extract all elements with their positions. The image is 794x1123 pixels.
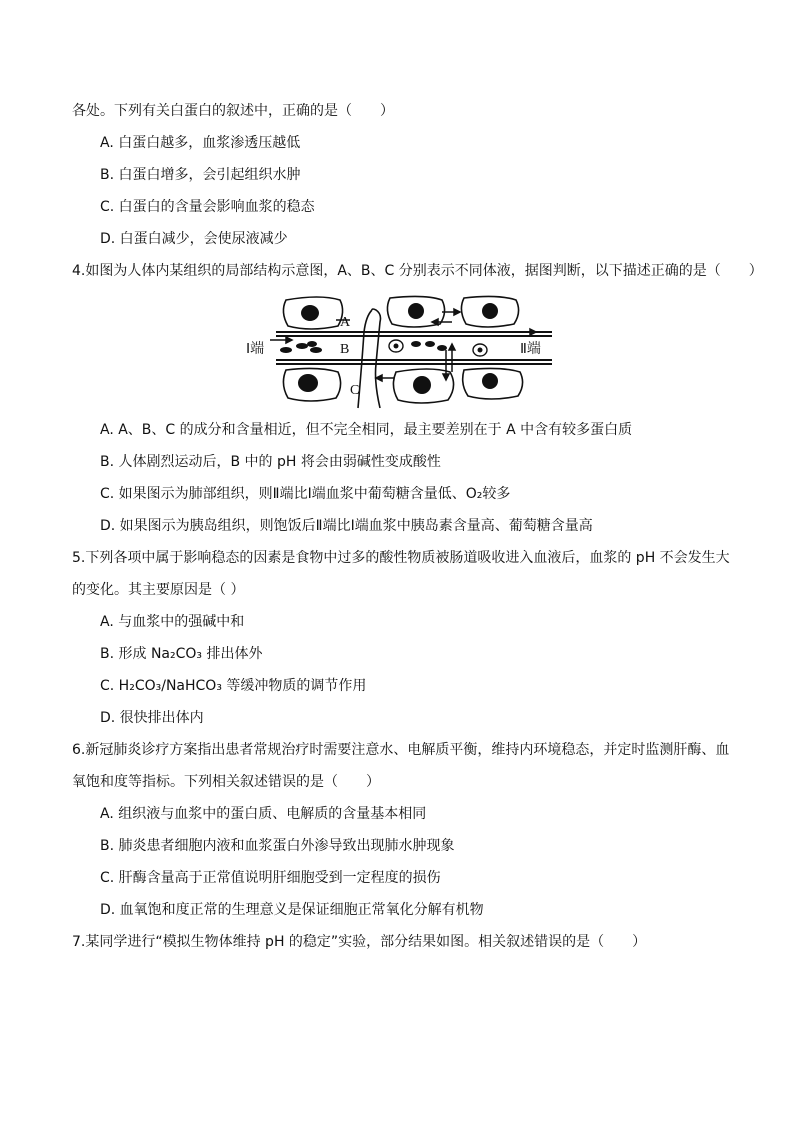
q5-option-b: B. 形成 Na₂CO₃ 排出体外 (100, 646, 263, 662)
q4-option-c: C. 如果图示为肺部组织，则Ⅱ端比Ⅰ端血浆中葡萄糖含量低、O₂较多 (100, 486, 511, 502)
q4-stem: 4.如图为人体内某组织的局部结构示意图，A、B、C 分别表示不同体液，据图判断，以下描述正确的是（ ） (72, 263, 763, 279)
q6-option-c: C. 肝酶含量高于正常值说明肝细胞受到一定程度的损伤 (100, 870, 441, 886)
label-a: A (340, 315, 351, 330)
q5-stem-line2: 的变化。其主要原因是（ ） (72, 582, 245, 598)
q4-option-b: B. 人体剧烈运动后，B 中的 pH 将会由弱碱性变成酸性 (100, 454, 441, 470)
lymph-vessel (358, 309, 381, 408)
q3-option-c: C. 白蛋白的含量会影响血浆的稳态 (100, 199, 315, 215)
label-end-ii: Ⅱ端 (520, 342, 541, 357)
q5-stem-line1: 5.下列各项中属于影响稳态的因素是食物中过多的酸性物质被肠道吸收进入血液后，血浆的 pH 不会发生大 (72, 550, 730, 566)
q5-option-d: D. 很快排出体内 (100, 710, 204, 726)
tissue-structure-diagram (240, 292, 560, 410)
q4-option-a: A. A、B、C 的成分和含量相近，但不完全相同，最主要差别在于 A 中含有较多蛋白质 (100, 422, 633, 438)
q7-stem: 7.某同学进行“模拟生物体维持 pH 的稳定”实验，部分结果如图。相关叙述错误的是（ ） (72, 934, 647, 950)
q5-option-c: C. H₂CO₃/NaHCO₃ 等缓冲物质的调节作用 (100, 678, 367, 694)
q6-option-b: B. 肺炎患者细胞内液和血浆蛋白外渗导致出现肺水肿现象 (100, 838, 455, 854)
q3-option-d: D. 白蛋白减少，会使尿液减少 (100, 231, 288, 247)
q6-stem-line2: 氧饱和度等指标。下列相关叙述错误的是（ ） (72, 774, 380, 790)
q5-option-a: A. 与血浆中的强碱中和 (100, 614, 245, 630)
q3-option-b: B. 白蛋白增多，会引起组织水肿 (100, 167, 301, 183)
label-b: B (340, 342, 350, 357)
q6-option-d: D. 血氧饱和度正常的生理意义是保证细胞正常氧化分解有机物 (100, 902, 484, 918)
q3-stem-tail: 各处。下列有关白蛋白的叙述中，正确的是（ ） (72, 103, 394, 119)
q6-stem-line1: 6.新冠肺炎诊疗方案指出患者常规治疗时需要注意水、电解质平衡，维持内环境稳态，并定时监测肝酶、血 (72, 742, 730, 758)
label-end-i: Ⅰ端 (246, 342, 265, 357)
q6-option-a: A. 组织液与血浆中的蛋白质、电解质的含量基本相同 (100, 806, 427, 822)
q3-option-a: A. 白蛋白越多，血浆渗透压越低 (100, 135, 301, 151)
label-c: C (350, 383, 360, 398)
q4-option-d: D. 如果图示为胰岛组织，则饱饭后Ⅱ端比Ⅰ端血浆中胰岛素含量高、葡萄糖含量高 (100, 518, 593, 534)
